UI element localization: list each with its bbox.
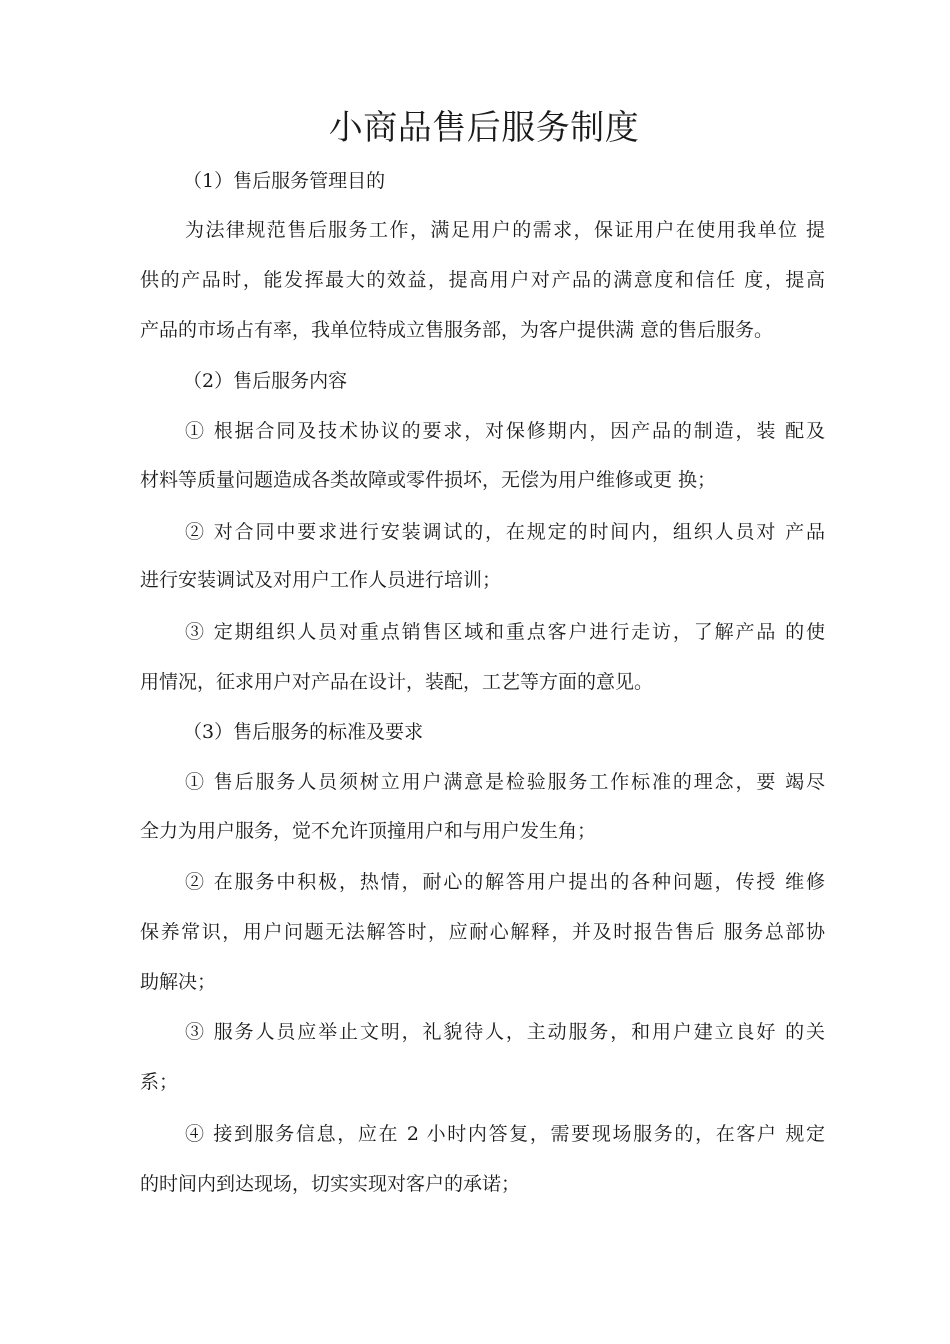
list-item-line: 助解决； [140,971,217,993]
list-item-line: ③ 服务人员应举止文明，礼貌待人，主动服务，和用户建立良好 的关 [185,1021,825,1043]
paragraph-line: 为法律规范售后服务工作，满足用户的需求，保证用户在使用我单位 提 [185,219,825,241]
list-item-line: 的时间内到达现场，切实实现对客户的承诺； [140,1173,521,1195]
list-item-line: ④ 接到服务信息，应在 2 小时内答复，需要现场服务的，在客户 规定 [185,1123,825,1145]
list-item-line: 材料等质量问题造成各类故障或零件损坏，无偿为用户维修或更 换； [140,469,717,491]
paragraph-line: 产品的市场占有率，我单位特成立售服务部，为客户提供满 意的售后服务。 [140,319,774,341]
document-title: 小商品售后服务制度 [328,108,640,148]
section-heading-standards: （3）售后服务的标准及要求 [183,721,424,743]
section-heading-purpose: （1）售后服务管理目的 [183,170,386,192]
list-item-line: 用情况，征求用户对产品在设计，装配，工艺等方面的意见。 [140,671,654,693]
list-item-line: 保养常识，用户问题无法解答时，应耐心解释，并及时报告售后 服务总部协 [140,921,825,943]
list-item-line: 进行安装调试及对用户工作人员进行培训； [140,569,502,591]
paragraph-line: 供的产品时，能发挥最大的效益，提高用户对产品的满意度和信任 度，提高 [140,269,825,291]
list-item-line: ② 在服务中积极，热情，耐心的解答用户提出的各种问题，传授 维修 [185,871,825,893]
list-item-line: ① 售后服务人员须树立用户满意是检验服务工作标准的理念，要 竭尽 [185,771,825,793]
list-item-line: 系； [140,1071,179,1093]
list-item-line: ① 根据合同及技术协议的要求，对保修期内，因产品的制造，装 配及 [185,420,825,442]
list-item-line: ③ 定期组织人员对重点销售区域和重点客户进行走访，了解产品 的使 [185,621,825,643]
list-item-line: ② 对合同中要求进行安装调试的，在规定的时间内，组织人员对 产品 [185,521,825,543]
list-item-line: 全力为用户服务，觉不允许顶撞用户和与用户发生角； [140,820,597,842]
section-heading-content: （2）售后服务内容 [183,370,348,392]
